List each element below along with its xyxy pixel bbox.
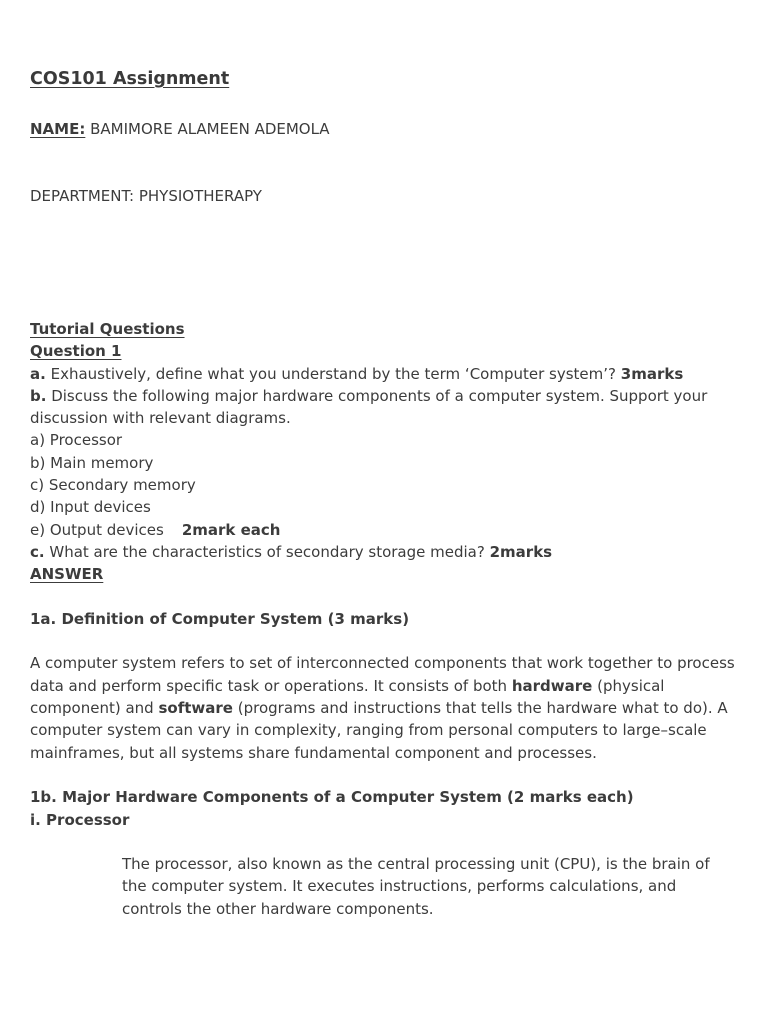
tutorial-heading: Tutorial Questions	[30, 320, 185, 338]
name-label: NAME:	[30, 120, 86, 138]
department-line: DEPARTMENT: PHYSIOTHERAPY	[30, 187, 262, 205]
definition-paragraph	[30, 652, 740, 763]
question-c	[30, 541, 740, 563]
list-item: c) Secondary memory	[30, 476, 196, 495]
section-1b-heading: 1b. Major Hardware Components of a Computer System (2 marks each)	[30, 788, 634, 807]
definition-hardware: hardware	[511, 676, 593, 695]
list-item: b) Main memory	[30, 453, 154, 472]
question-b-label: b.	[30, 386, 47, 405]
question-c-marks: 2marks	[489, 542, 553, 561]
list-item: d) Input devices	[30, 498, 151, 517]
question-c-label: c.	[30, 542, 45, 561]
definition-software: software	[158, 699, 233, 718]
sub-heading-processor: i. Processor	[30, 810, 130, 829]
list-item: e) Output devices	[30, 520, 164, 539]
section-1a-heading: 1a. Definition of Computer System (3 marks)	[30, 609, 410, 628]
list-item: a) Processor	[30, 431, 123, 450]
question-b-marks: 2mark each	[181, 520, 281, 539]
question-a-marks: 3marks	[620, 364, 684, 383]
definition-text-3: (programs and instructions that tells the hardware what to do). A computer system can vary in complexity, ranging from personal computers to large–scale mainframes, but all systems share fundamental component and processes.	[30, 699, 728, 762]
name-line	[30, 118, 330, 140]
definition-text-2: (physical component) and	[30, 676, 665, 718]
name-value: BAMIMORE ALAMEEN ADEMOLA	[90, 120, 330, 138]
content-block	[30, 318, 740, 920]
question-b-text: Discuss the following major hardware components of a computer system. Support your discussion with relevant diagrams.	[30, 386, 708, 428]
definition-text-1: A computer system refers to set of interconnected components that work together to process data and perform specific task or operations. It consists of both	[30, 654, 735, 695]
question-a-text: Exhaustively, define what you understand by the term ‘Computer system’?	[50, 364, 616, 383]
list-item-with-marks	[30, 519, 740, 541]
question-label: Question 1	[30, 342, 122, 361]
document-title: COS101 Assignment	[30, 69, 230, 89]
answer-heading: ANSWER	[30, 565, 104, 584]
question-a	[30, 363, 740, 385]
question-c-text: What are the characteristics of secondary storage media?	[49, 542, 485, 561]
processor-paragraph: The processor, also known as the central processing unit (CPU), is the brain of the computer system. It executes instructions, performs calculations, and controls the other hardware components.	[122, 855, 710, 918]
question-b	[30, 385, 740, 430]
question-a-label: a.	[30, 364, 46, 383]
